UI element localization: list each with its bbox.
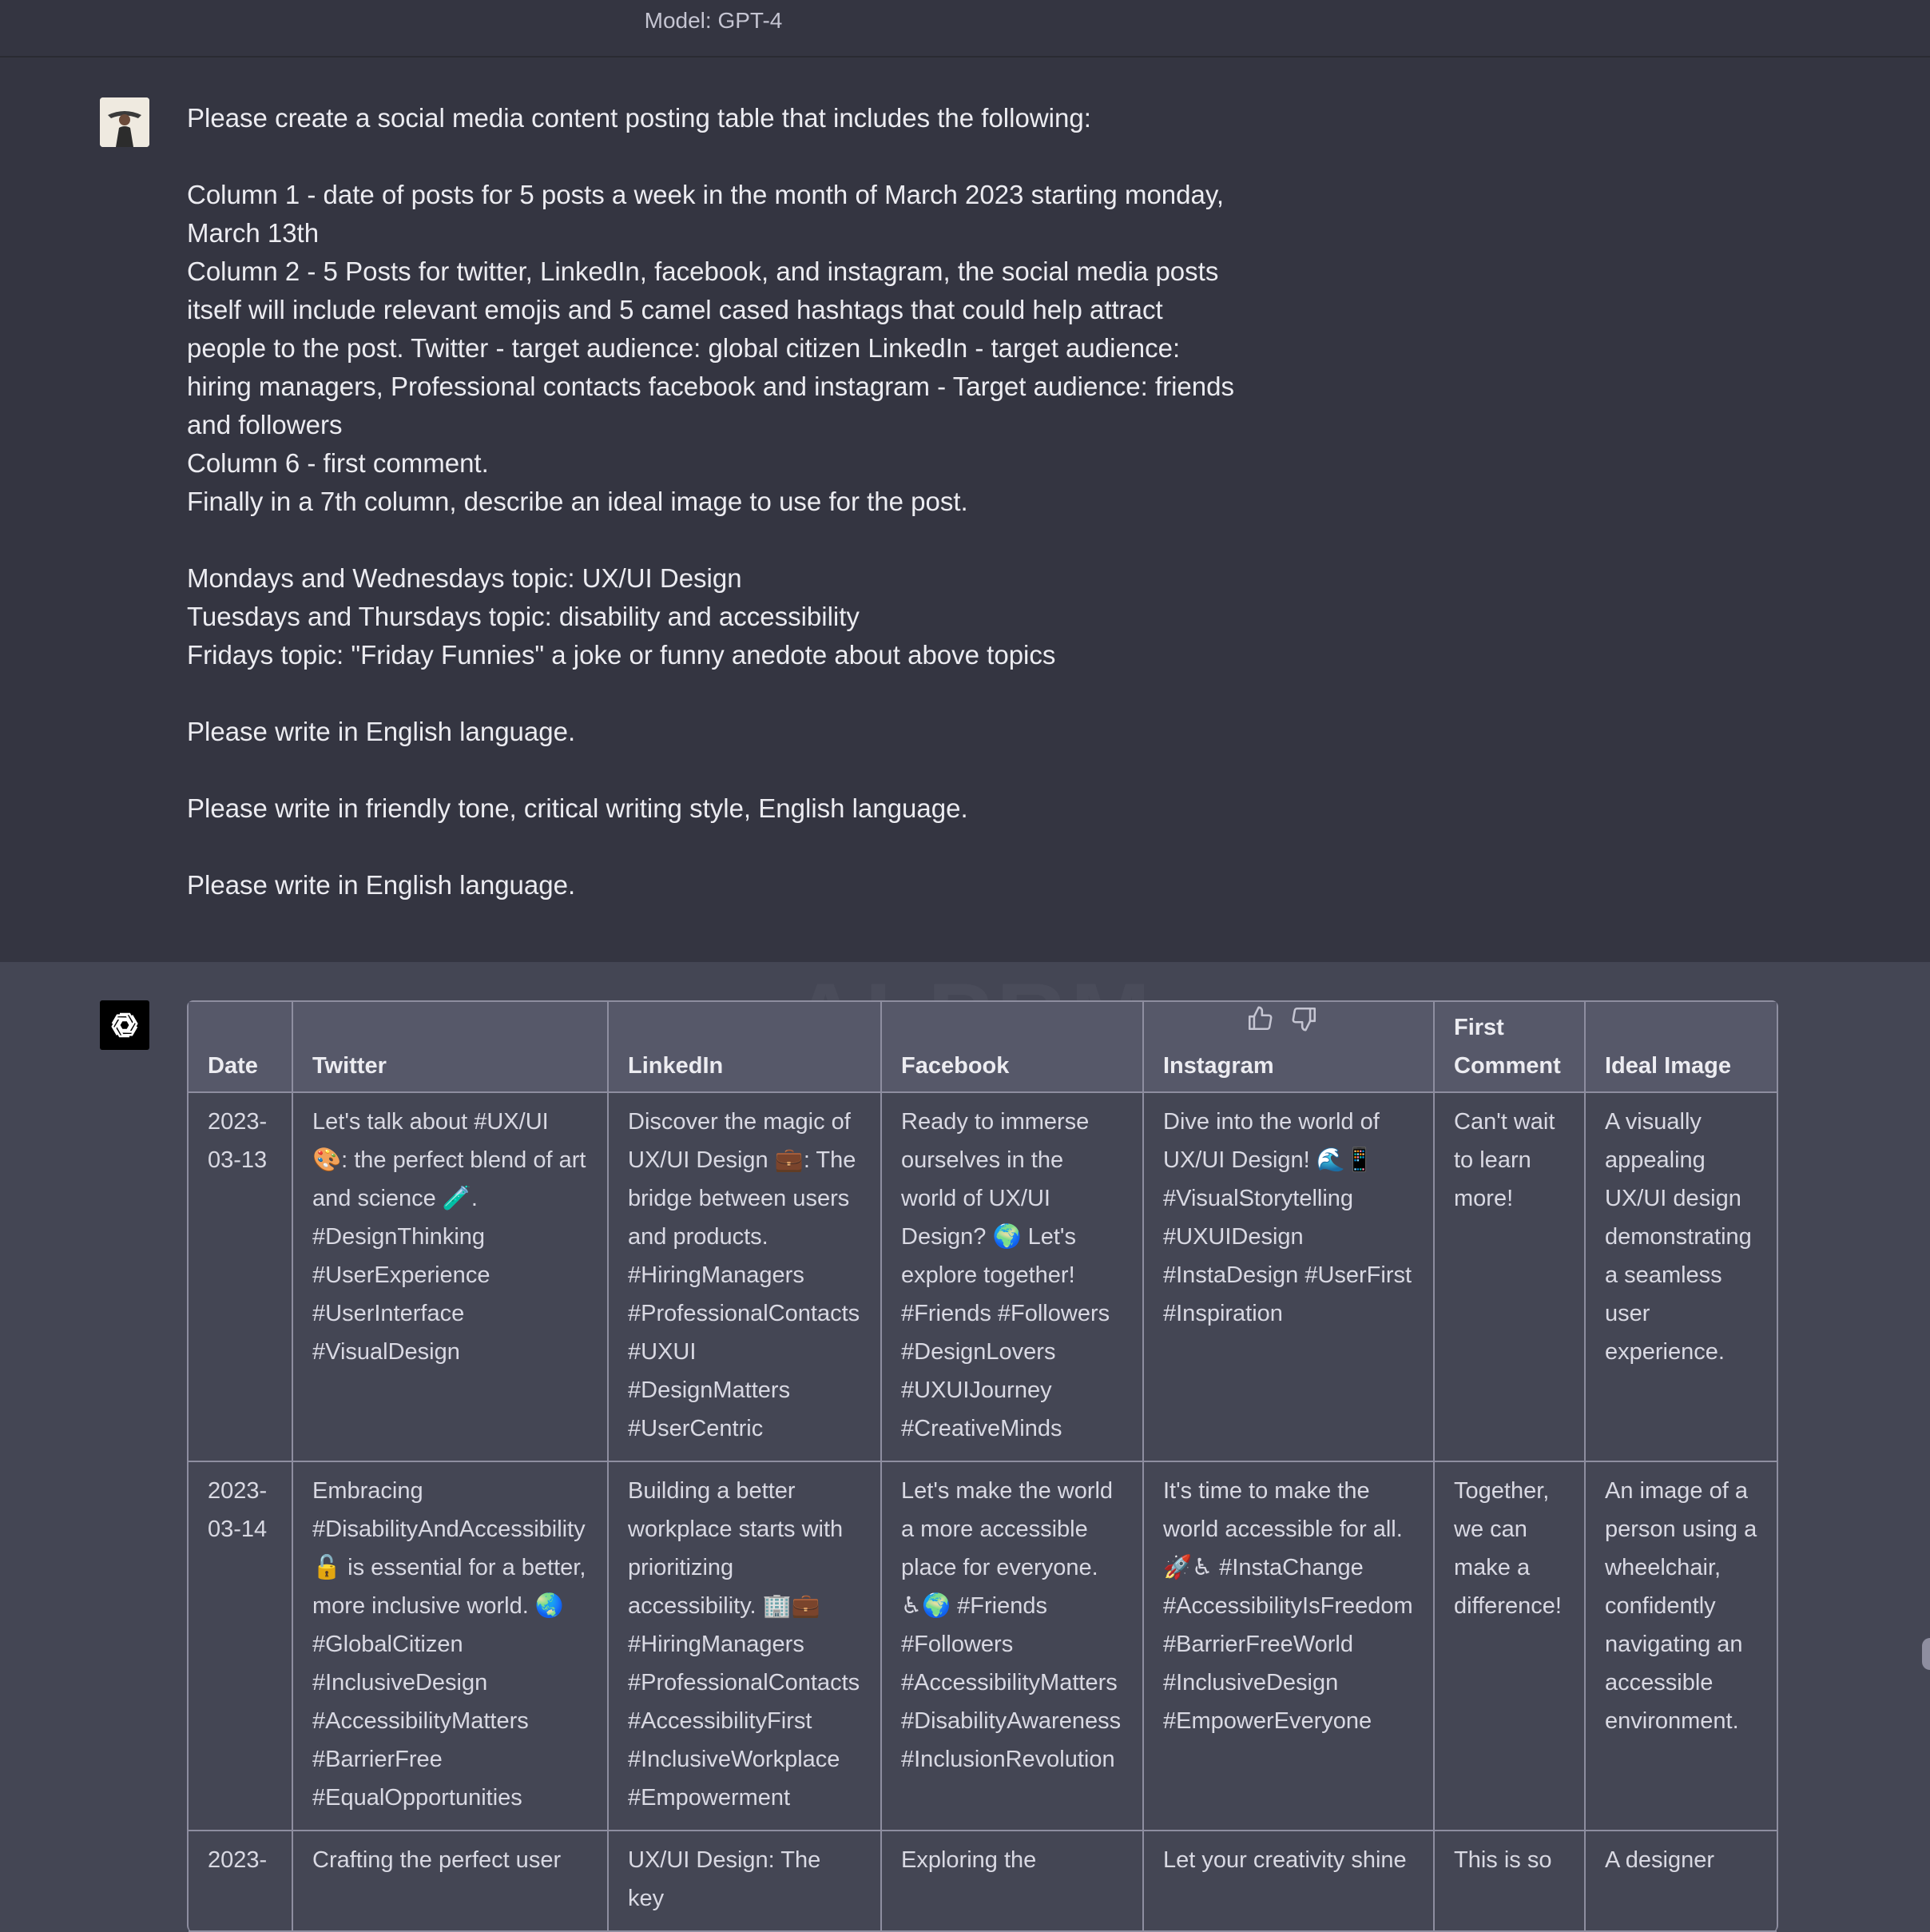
feedback-buttons: [1246, 1005, 1318, 1032]
cell-facebook: Ready to immerse ourselves in the world of UX/UI Design? 🌍 Let's explore together! #Friends #Followers #DesignLovers #UXUIJourney #CreativeMinds: [882, 1093, 1144, 1462]
cell-ideal-image: An image of a person using a wheelchair, confidently navigating an accessible environment.: [1586, 1462, 1777, 1831]
prompt-line: itself will include relevant emojis and 5 camel cased hashtags that could help attract: [187, 295, 1163, 324]
header-instagram: Instagram: [1144, 1002, 1435, 1093]
cell-date: 2023-03-14: [189, 1462, 293, 1831]
prompt-line: Finally in a 7th column, describe an ideal image to use for the post.: [187, 487, 968, 516]
prompt-line: Please write in English language.: [187, 717, 576, 746]
scroll-indicator[interactable]: [1922, 1638, 1930, 1670]
prompt-line: Tuesdays and Thursdays topic: disability and accessibility: [187, 602, 860, 631]
prompt-line: [187, 521, 1289, 559]
user-avatar: [100, 97, 149, 147]
cell-ideal-image: A visually appealing UX/UI design demonstrating a seamless user experience.: [1586, 1093, 1777, 1462]
table-row: [189, 1462, 1777, 1831]
cell-twitter: Crafting the perfect user: [293, 1831, 609, 1932]
thumbs-down-icon[interactable]: [1291, 1005, 1318, 1032]
table-row: [189, 1093, 1777, 1462]
prompt-line: Please create a social media content posting table that includes the following:: [187, 103, 1091, 133]
prompt-line: and followers: [187, 410, 343, 439]
cell-instagram: It's time to make the world accessible for all. 🚀♿ #InstaChange #AccessibilityIsFreedom #BarrierFreeWorld #InclusiveDesign #EmpowerEveryone: [1144, 1462, 1435, 1831]
table-row: [189, 1831, 1777, 1932]
cell-facebook: Let's make the world a more accessible place for everyone. ♿🌍 #Friends #Followers #AccessibilityMatters #DisabilityAwareness #InclusionRevolution: [882, 1462, 1144, 1831]
cell-linkedin: UX/UI Design: The key: [609, 1831, 882, 1932]
cell-first-comment: Together, we can make a difference!: [1435, 1462, 1586, 1831]
header-twitter: Twitter: [293, 1002, 609, 1093]
user-message: [0, 58, 1930, 962]
prompt-line: Fridays topic: "Friday Funnies" a joke or funny anedote about above topics: [187, 640, 1056, 670]
cell-linkedin: Discover the magic of UX/UI Design 💼: The bridge between users and products. #HiringManagers #ProfessionalContacts #UXUI #DesignMatters #UserCentric: [609, 1093, 882, 1462]
cell-date: 2023-03-13: [189, 1093, 293, 1462]
cell-linkedin: Building a better workplace starts with prioritizing accessibility. 🏢💼 #HiringManagers #ProfessionalContacts #AccessibilityFirst #InclusiveWorkplace #Empowerment: [609, 1462, 882, 1831]
cell-ideal-image: A designer: [1586, 1831, 1777, 1932]
prompt-text: [187, 99, 1289, 904]
prompt-line: Column 1 - date of posts for 5 posts a week in the month of March 2023 starting monday,: [187, 180, 1225, 209]
thumbs-up-icon[interactable]: [1246, 1005, 1273, 1032]
prompt-line: [187, 137, 1289, 176]
content-table: [187, 1000, 1778, 1932]
top-bar: [0, 0, 1930, 58]
openai-logo-icon: [100, 1000, 149, 1050]
prompt-line: Column 2 - 5 Posts for twitter, LinkedIn, facebook, and instagram, the social media posts: [187, 256, 1219, 286]
cell-instagram: Dive into the world of UX/UI Design! 🌊📱 #VisualStorytelling #UXUIDesign #InstaDesign #UserFirst #Inspiration: [1144, 1093, 1435, 1462]
prompt-line: [187, 674, 1289, 713]
table-header-row: [189, 1002, 1777, 1093]
cell-first-comment: Can't wait to learn more!: [1435, 1093, 1586, 1462]
prompt-line: Please write in English language.: [187, 870, 576, 900]
cell-instagram: Let your creativity shine: [1144, 1831, 1435, 1932]
prompt-line: Column 6 - first comment.: [187, 448, 489, 478]
prompt-line: Please write in friendly tone, critical writing style, English language.: [187, 793, 968, 823]
header-ideal-image: Ideal Image: [1586, 1002, 1777, 1093]
header-first-comment: First Comment: [1435, 1002, 1586, 1093]
prompt-line: hiring managers, Professional contacts facebook and instagram - Target audience: friends: [187, 372, 1234, 401]
cell-date: 2023-: [189, 1831, 293, 1932]
cell-twitter: Let's talk about #UX/UI 🎨: the perfect blend of art and science 🧪. #DesignThinking #UserExperience #UserInterface #VisualDesign: [293, 1093, 609, 1462]
cell-first-comment: This is so: [1435, 1831, 1586, 1932]
cell-twitter: Embracing #DisabilityAndAccessibility 🔓 is essential for a better, more inclusive world. 🌏 #GlobalCitizen #InclusiveDesign #AccessibilityMatters #BarrierFree #EqualOpportunities: [293, 1462, 609, 1831]
header-date: Date: [189, 1002, 293, 1093]
prompt-line: [187, 751, 1289, 789]
header-linkedin: LinkedIn: [609, 1002, 882, 1093]
prompt-line: people to the post. Twitter - target audience: global citizen LinkedIn - target audience:: [187, 333, 1181, 363]
prompt-line: March 13th: [187, 218, 320, 248]
prompt-line: Mondays and Wednesdays topic: UX/UI Design: [187, 563, 742, 593]
prompt-line: [187, 828, 1289, 866]
model-label: Model: GPT-4: [644, 8, 783, 33]
header-facebook: Facebook: [882, 1002, 1144, 1093]
cell-facebook: Exploring the: [882, 1831, 1144, 1932]
assistant-message: [0, 962, 1930, 1911]
